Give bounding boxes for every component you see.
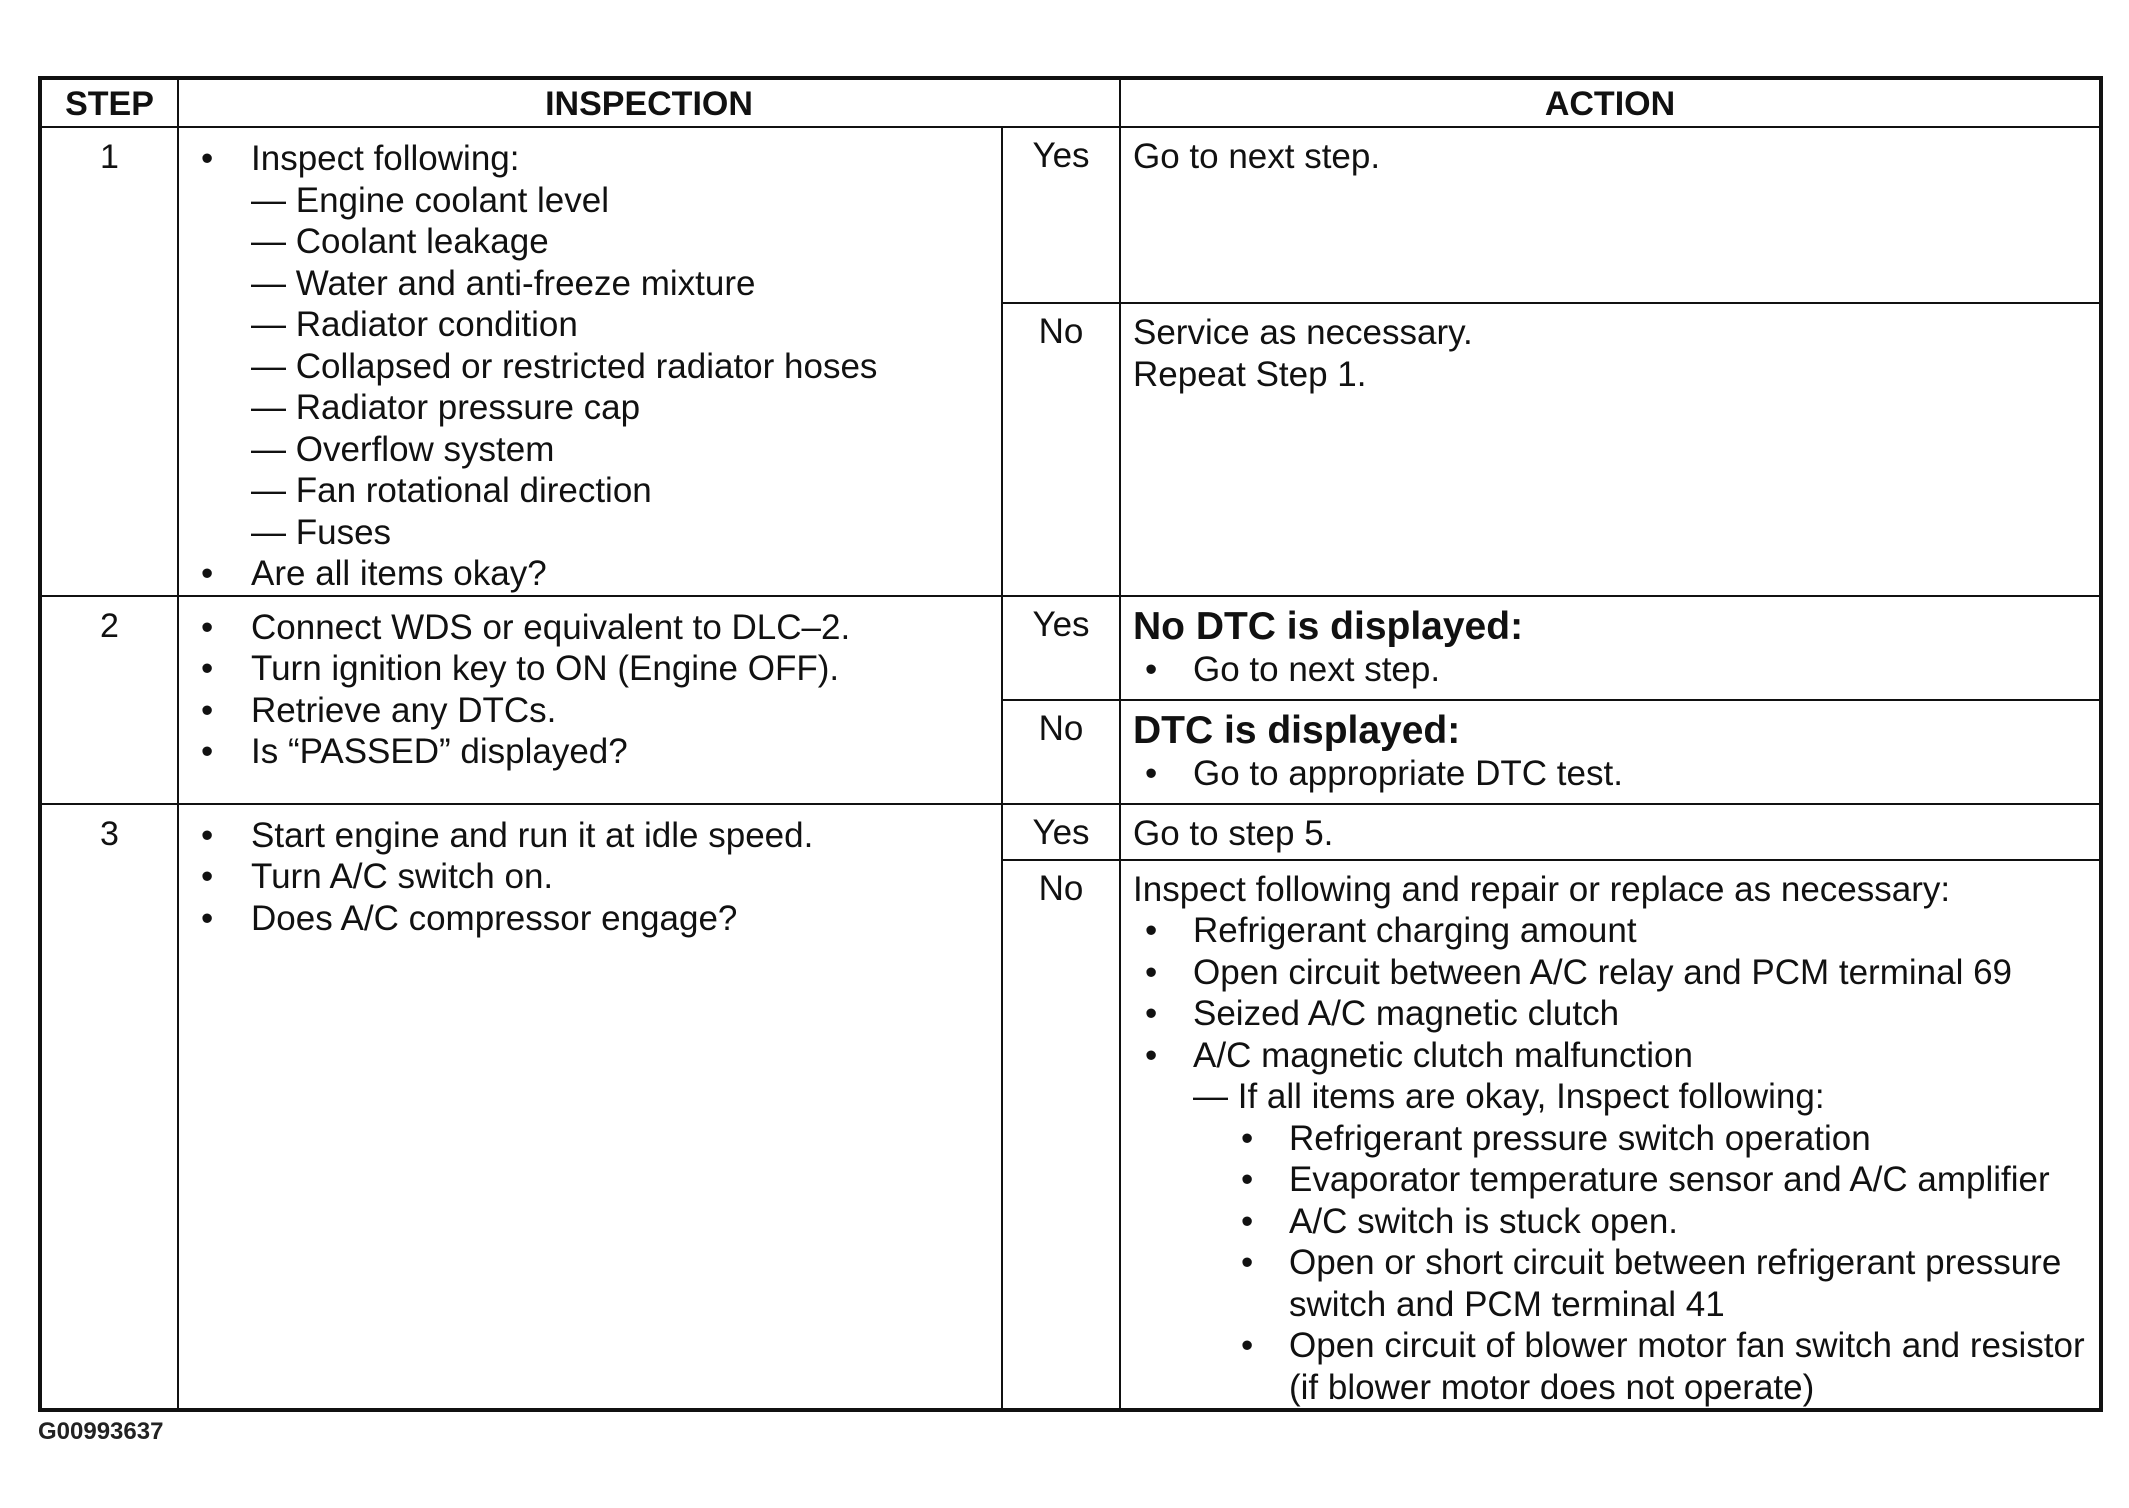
step-2-yes-row xyxy=(40,596,2101,700)
bullet-item: • Retrieve any DTCs. xyxy=(201,690,557,730)
action-bullet: • Refrigerant charging amount xyxy=(1145,911,1637,950)
action-intro: Inspect following and repair or replace as necessary: xyxy=(1133,869,1951,909)
step-2-inspection xyxy=(178,596,1002,804)
bullet-item: • Inspect following: xyxy=(201,139,520,178)
dash-item: — Fuses xyxy=(251,512,392,552)
step-1-yes-row xyxy=(40,127,2101,303)
action-sub-bullet: • Refrigerant pressure switch operation xyxy=(1241,1118,1871,1158)
step-3-yes-row xyxy=(40,804,2101,860)
step-3-inspection xyxy=(178,804,1002,1411)
dash-item: — Radiator pressure cap xyxy=(251,388,641,427)
action-bullet: • Seized A/C magnetic clutch xyxy=(1145,994,1620,1033)
answer-no: No xyxy=(1002,860,1120,1411)
action-no xyxy=(1120,860,2101,1411)
step-number: 1 xyxy=(40,127,178,596)
action-bullet: • Open circuit between A/C relay and PCM terminal 69 xyxy=(1145,952,2012,992)
figure-id: G00993637 xyxy=(38,1418,164,1445)
action-dash-line: — If all items are okay, Inspect following: xyxy=(1193,1077,1825,1116)
action-no: Service as necessary. Repeat Step 1. xyxy=(1120,303,2101,595)
action-yes: Go to step 5. xyxy=(1120,804,2101,860)
diagnostic-table xyxy=(38,76,2103,1412)
action-sub-bullet: • Open or short circuit between refrigerant pressure switch and PCM terminal 41 xyxy=(1241,1243,2062,1324)
bullet-item: • Does A/C compressor engage? xyxy=(201,898,738,938)
action-no xyxy=(1120,700,2101,804)
dash-item: — Overflow system xyxy=(251,429,555,469)
dash-item: — Collapsed or restricted radiator hoses xyxy=(251,346,878,386)
action-title: No DTC is displayed: xyxy=(1133,604,1524,648)
action-yes: Go to next step. xyxy=(1120,127,2101,303)
bullet-item: • Turn ignition key to ON (Engine OFF). xyxy=(201,649,840,688)
bullet-item: • Turn A/C switch on. xyxy=(201,857,554,896)
step-number: 3 xyxy=(40,804,178,1411)
dash-item: — Coolant leakage xyxy=(251,222,549,261)
header-action: ACTION xyxy=(1120,78,2101,127)
action-bullet: • Go to appropriate DTC test. xyxy=(1145,753,1623,793)
action-bullet: • Go to next step. xyxy=(1145,649,1441,689)
dash-item: — Water and anti-freeze mixture xyxy=(251,263,756,303)
bullet-item: • Connect WDS or equivalent to DLC–2. xyxy=(201,607,851,647)
answer-yes: Yes xyxy=(1002,127,1120,303)
header-step: STEP xyxy=(40,78,178,127)
step-number: 2 xyxy=(40,596,178,804)
action-title: DTC is displayed: xyxy=(1133,708,1461,752)
dash-item: — Engine coolant level xyxy=(251,180,610,220)
answer-yes: Yes xyxy=(1002,596,1120,700)
action-sub-bullet: • Open circuit of blower motor fan switch and resistor (if blower motor does not operate) xyxy=(1241,1326,2085,1407)
header-inspection: INSPECTION xyxy=(178,78,1120,127)
dash-item: — Radiator condition xyxy=(251,305,578,344)
action-yes xyxy=(1120,596,2101,700)
header-row xyxy=(40,78,2101,127)
action-sub-bullet: • A/C switch is stuck open. xyxy=(1241,1201,1679,1241)
bullet-item: • Are all items okay? xyxy=(201,554,547,593)
dash-item: — Fan rotational direction xyxy=(251,471,652,510)
answer-no: No xyxy=(1002,303,1120,595)
answer-yes: Yes xyxy=(1002,804,1120,860)
action-bullet: • A/C magnetic clutch malfunction xyxy=(1145,1035,1693,1075)
answer-no: No xyxy=(1002,700,1120,804)
action-sub-bullet: • Evaporator temperature sensor and A/C amplifier xyxy=(1241,1160,2050,1199)
step-1-inspection xyxy=(178,127,1002,596)
bullet-item: • Start engine and run it at idle speed. xyxy=(201,815,814,855)
bullet-item: • Is “PASSED” displayed? xyxy=(201,732,628,771)
